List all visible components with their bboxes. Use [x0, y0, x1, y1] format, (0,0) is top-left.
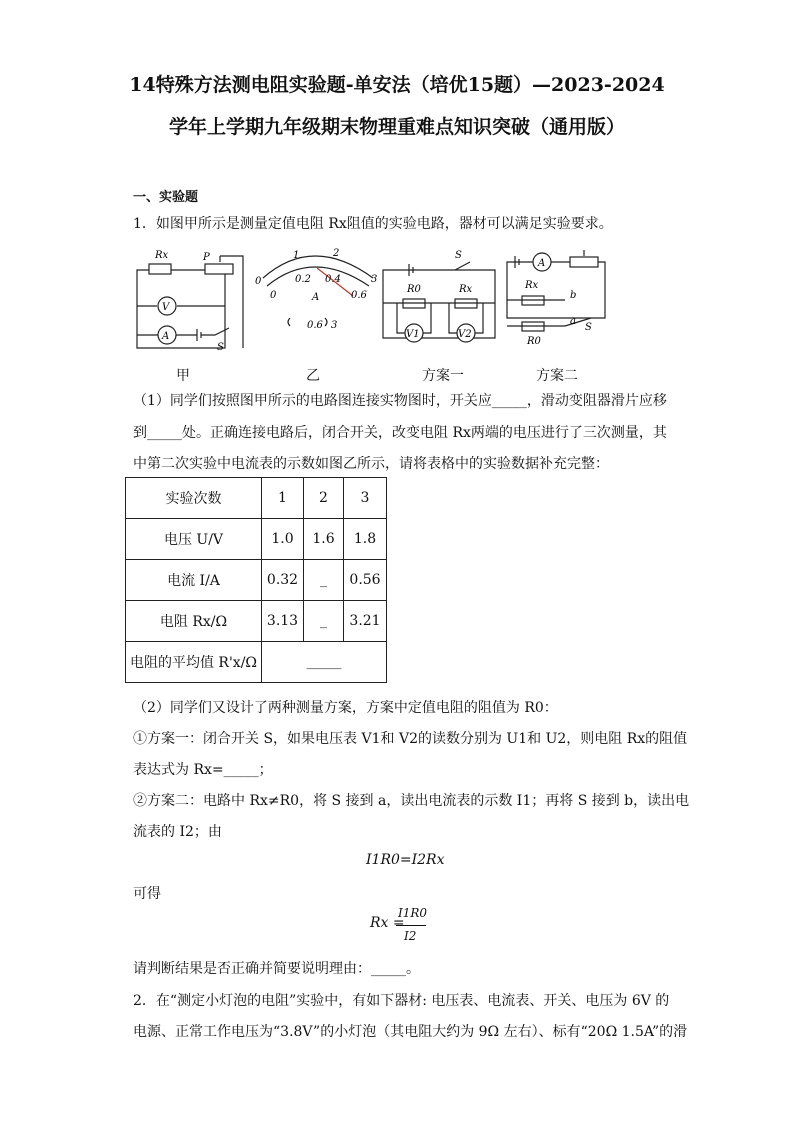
table-cell: 1 — [262, 478, 304, 519]
fraction-bar — [396, 925, 426, 926]
table-cell: 电流 I/A — [126, 560, 262, 601]
q1-part1-line3: 中第二次实验中电流表的示数如图乙所示，请将表格中的实验数据补充完整： — [133, 456, 609, 472]
meter-tick: 3 — [371, 274, 378, 285]
label-v1: V1 — [406, 329, 420, 340]
q1-part1-line1: （1）同学们按照图甲所示的电路图连接实物图时，开关应_____，滑动变阻器滑片应移 — [133, 393, 667, 409]
table-cell: _ — [304, 601, 344, 642]
label-r0: R0 — [407, 284, 421, 295]
title-line-2: 学年上学期九年级期末物理重难点知识突破（通用版） — [168, 116, 625, 138]
label-v: V — [162, 302, 170, 313]
table-cell: 1.8 — [344, 519, 387, 560]
label-r0: R0 — [527, 336, 541, 347]
q1-scheme2-line1: ②方案二：电路中 Rx≠R0，将 S 接到 a，读出电流表的示数 I1；再将 S 接到 b，读出电 — [133, 793, 690, 809]
q1-part2-line1: （2）同学们又设计了两种测量方案，方案中定值电阻的阻值为 R0： — [133, 700, 558, 716]
meter-tick: 1 — [293, 250, 300, 261]
q2-line2: 电源、正常工作电压为“3.8V”的小灯泡（其电阻大约为 9Ω 左右）、标有“20Ω 1.5A”的滑 — [133, 1024, 688, 1040]
table-cell: 3.21 — [344, 601, 387, 642]
equation-1: I1R0=I2Rx — [366, 852, 445, 868]
meter-terminal: 3 — [331, 320, 338, 331]
data-table — [125, 477, 387, 683]
meter-unit: A — [312, 292, 320, 303]
title-line-1: 14特殊方法测电阻实验题-单安法（培优15题）—2023-2024 — [129, 74, 665, 96]
label-p: P — [203, 252, 210, 263]
q1-judge: 请判断结果是否正确并简要说明理由：_____。 — [133, 961, 420, 977]
table-cell: 0.56 — [344, 560, 387, 601]
table-cell-avg-value: _____ — [262, 642, 387, 683]
meter-tick: 0.2 — [295, 274, 311, 285]
caption-yi: 乙 — [306, 368, 320, 384]
meter-tick: 0.6 — [351, 290, 367, 301]
meter-tick: 0 — [255, 276, 262, 287]
circuit-figures — [125, 238, 625, 383]
label-a-lower: a — [570, 316, 576, 327]
label-a: A — [162, 331, 170, 342]
label-rx: Rx — [155, 250, 169, 261]
equation-2-numerator: I1R0 — [398, 906, 428, 920]
section-heading: 一、实验题 — [133, 190, 199, 205]
q1-part1-line2: 到_____处。正确连接电路后，闭合开关，改变电阻 Rx两端的电压进行了三次测量，其 — [133, 425, 667, 441]
equation-2-denominator: I2 — [404, 929, 417, 943]
table-cell-avg-label: 电阻的平均值 R'x/Ω — [126, 642, 262, 683]
label-s: S — [455, 250, 462, 261]
table-cell: 电阻 Rx/Ω — [126, 601, 262, 642]
table-cell: 3.13 — [262, 601, 304, 642]
caption-jia: 甲 — [176, 368, 190, 384]
label-v2: V2 — [458, 329, 472, 340]
table-cell: 3 — [344, 478, 387, 519]
meter-tick: 0 — [270, 290, 277, 301]
meter-terminal: 0.6 — [307, 320, 323, 331]
caption-scheme-1: 方案一 — [422, 368, 464, 384]
label-rx: Rx — [525, 280, 539, 291]
keyi-text: 可得 — [133, 886, 161, 902]
q1-scheme1-line2: 表达式为 Rx=_____； — [133, 762, 273, 778]
label-s: S — [217, 342, 224, 353]
q1-stem: 1．如图甲所示是测量定值电阻 Rx阻值的实验电路，器材可以满足实验要求。 — [133, 216, 613, 232]
meter-tick: 0.4 — [325, 274, 341, 285]
table-cell: 1.6 — [304, 519, 344, 560]
equation-2-lhs: Rx = — [370, 915, 405, 931]
q1-scheme2-line2: 流表的 I2；由 — [133, 824, 222, 840]
label-rx: Rx — [459, 284, 473, 295]
table-cell: 电压 U/V — [126, 519, 262, 560]
table-cell: _ — [304, 560, 344, 601]
q1-scheme1-line1: ①方案一：闭合开关 S，如果电压表 V1和 V2的读数分别为 U1和 U2，则电阻 Rx的阻值 — [133, 731, 688, 747]
caption-scheme-2: 方案二 — [536, 368, 578, 384]
label-s: S — [585, 322, 592, 333]
label-b: b — [570, 290, 577, 301]
q2-line1: 2．在“测定小灯泡的电阻”实验中，有如下器材: 电压表、电流表、开关、电压为 6V 的 — [133, 993, 670, 1009]
label-a: A — [538, 258, 546, 269]
table-cell: 0.32 — [262, 560, 304, 601]
table-cell: 1.0 — [262, 519, 304, 560]
meter-tick: 2 — [333, 248, 340, 259]
table-cell: 2 — [304, 478, 344, 519]
table-cell: 实验次数 — [126, 478, 262, 519]
